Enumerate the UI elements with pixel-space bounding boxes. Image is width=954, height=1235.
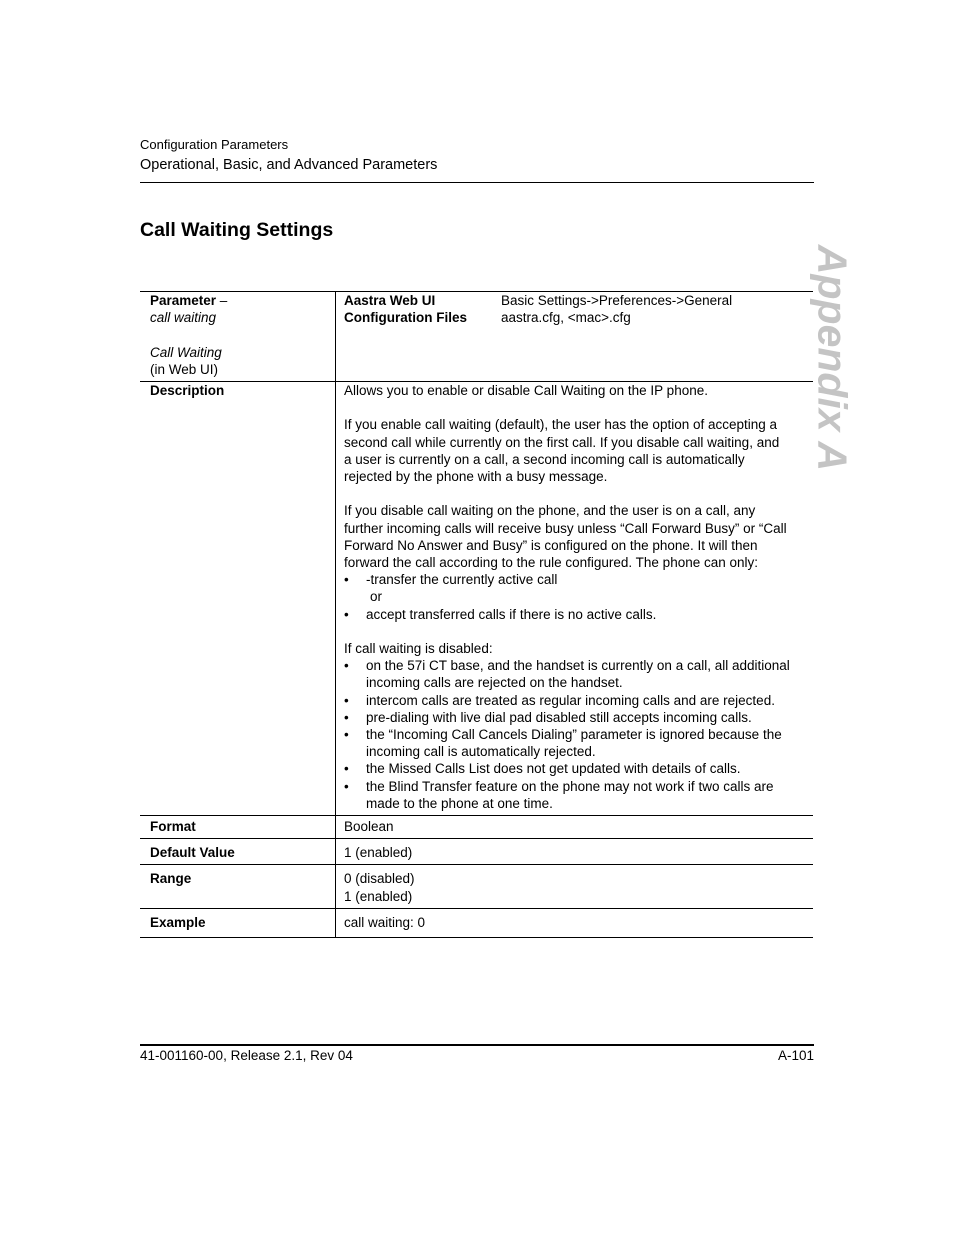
parameter-dash: – — [216, 293, 228, 308]
desc-paragraph: Allows you to enable or disable Call Waiting on the IP phone. — [344, 383, 708, 398]
parameter-name: call waiting — [150, 310, 217, 326]
description-label: Description — [150, 383, 225, 398]
range-label: Range — [150, 871, 192, 887]
range-value: 1 (enabled) — [344, 888, 413, 904]
bullet-item — [344, 606, 801, 623]
bullet-line: made to the phone at one time. — [366, 795, 553, 811]
disabled-bullets — [344, 657, 801, 812]
bullet-line: on the 57i CT base, and the handset is currently on a call, all additional — [366, 658, 790, 674]
format-label: Format — [150, 819, 196, 835]
footer-rule — [140, 1044, 814, 1046]
desc-line: a user is currently on a call, a second incoming call is automatically — [344, 451, 745, 467]
bullet-item — [344, 709, 801, 726]
parameter-table — [140, 291, 813, 938]
location-value: Basic Settings->Preferences->General — [501, 293, 733, 308]
bullet-dot: • — [344, 658, 349, 674]
bullet-item — [344, 726, 801, 760]
bullet-dot: • — [344, 761, 349, 777]
desc-line: rejected by the phone with a busy message. — [344, 469, 608, 484]
example-row — [140, 909, 813, 938]
bullet-text: pre-dialing with live dial pad disabled still accepts incoming calls. — [366, 709, 752, 725]
default-label: Default Value — [150, 845, 235, 861]
bullet-dot: • — [344, 778, 349, 794]
webui-name: Call Waiting — [150, 344, 222, 360]
bullet-item — [344, 571, 801, 588]
format-value: Boolean — [344, 819, 394, 835]
desc-line: If you enable call waiting (default), the user has the option of accepting a — [344, 417, 778, 433]
or-text: or — [370, 589, 383, 605]
desc-line: second call while currently on the first call. If you disable call waiting, and — [344, 434, 780, 450]
default-value: 1 (enabled) — [344, 845, 413, 861]
bullet-text — [366, 778, 801, 812]
bullet-item — [344, 778, 801, 812]
bullet-text: accept transferred calls if there is no active calls. — [366, 606, 657, 622]
header-subsection: Operational, Basic, and Advanced Parameters — [140, 157, 438, 173]
description-cell — [336, 382, 813, 815]
bullet-line: the “Incoming Call Cancels Dialing” parameter is ignored because the — [366, 727, 782, 743]
bullet-dot: • — [344, 709, 349, 725]
parameter-cell — [140, 292, 336, 381]
parameter-label: Parameter — [150, 293, 217, 308]
location-config — [344, 309, 801, 326]
bullet-dot: • — [344, 727, 349, 743]
bullet-line: the Blind Transfer feature on the phone may not work if two calls are — [366, 778, 774, 794]
format-row — [140, 816, 813, 839]
parameter-row — [140, 291, 813, 382]
desc-line: Forward No Answer and Busy” is configured on the phone. It will then — [344, 537, 758, 553]
bullet-dot: • — [344, 692, 349, 708]
footer-doc-id: 41-001160-00, Release 2.1, Rev 04 — [140, 1048, 353, 1063]
location-cell — [336, 292, 813, 381]
header-rule — [140, 182, 814, 183]
bullet-text: the Missed Calls List does not get updated with details of calls. — [366, 761, 741, 777]
desc-paragraph — [344, 416, 801, 485]
bullet-dot: • — [344, 606, 349, 622]
bullet-text: intercom calls are treated as regular incoming calls and are rejected. — [366, 692, 775, 708]
bullet-text — [366, 657, 801, 691]
desc-line: forward the call according to the rule configured. The phone can only: — [344, 555, 759, 570]
location-value: aastra.cfg, <mac>.cfg — [501, 310, 631, 326]
location-webui — [344, 292, 801, 309]
desc-line: If you disable call waiting on the phone, and the user is on a call, any — [344, 503, 756, 519]
header-section: Configuration Parameters — [140, 137, 289, 152]
page-title: Call Waiting Settings — [140, 219, 334, 241]
webui-suffix: (in Web UI) — [150, 361, 219, 377]
bullet-item — [344, 657, 801, 691]
bullet-text: -transfer the currently active call — [366, 572, 558, 588]
bullet-text — [366, 726, 801, 760]
example-value: call waiting: 0 — [344, 914, 426, 930]
bullet-item — [344, 760, 801, 777]
example-label: Example — [150, 914, 206, 930]
bullet-line: incoming calls are rejected on the handset. — [366, 675, 623, 691]
bullet-item — [344, 692, 801, 709]
desc-paragraph: If call waiting is disabled: — [344, 641, 493, 656]
location-key: Configuration Files — [344, 310, 467, 326]
appendix-label: Appendix A — [809, 244, 856, 471]
range-row — [140, 865, 813, 908]
bullet-dot: • — [344, 572, 349, 588]
footer-page-number: A-101 — [777, 1048, 814, 1063]
location-key: Aastra Web UI — [344, 293, 436, 308]
default-row — [140, 839, 813, 865]
range-value: 0 (disabled) — [344, 871, 415, 887]
bullet-line: incoming call is automatically rejected. — [366, 744, 596, 760]
desc-line: further incoming calls will receive busy unless “Call Forward Busy” or “Call — [344, 520, 787, 536]
description-row — [140, 382, 813, 816]
desc-paragraph — [344, 502, 801, 571]
